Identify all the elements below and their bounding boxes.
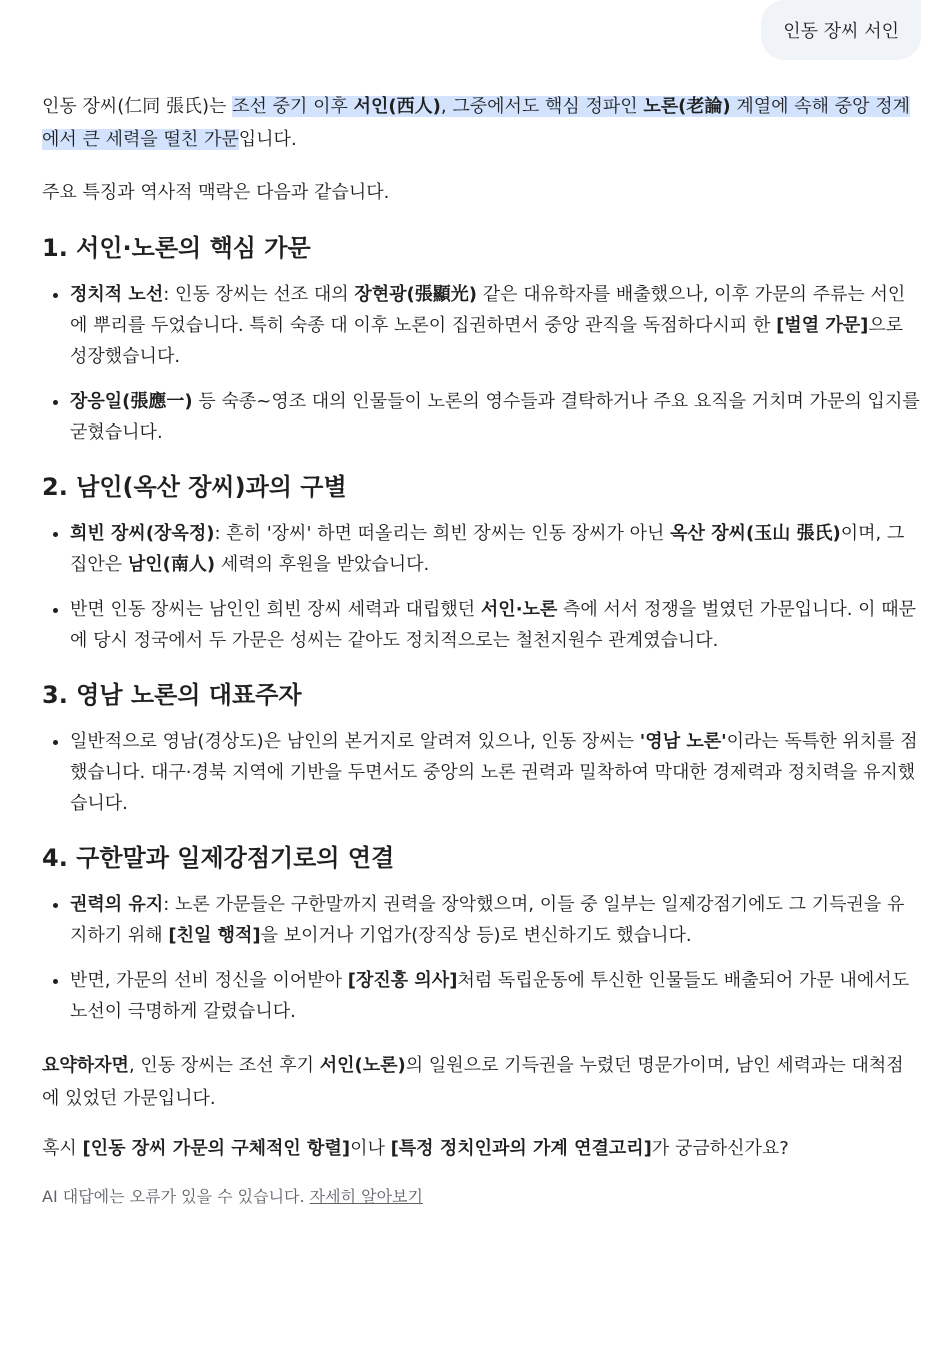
list-item: • 권력의 유지: 노론 가문들은 구한말까지 권력을 장악했으며, 이들 중 일부는 일제강점기에도 그 기득권을 유지하기 위해 [친일 행적]을 보이거나 기업가(장직상 등)로 변신하기도 했습니다. [70, 889, 920, 951]
user-query-bubble [761, 0, 921, 60]
section-heading-1: 1. 서인·노론의 핵심 가문 [42, 234, 311, 262]
ai-answer [42, 90, 920, 1209]
ai-disclaimer: AI 대답에는 오류가 있을 수 있습니다. 자세히 알아보기 [42, 1187, 423, 1206]
highlighted-claim: 조선 중기 이후 서인(西人), 그중에서도 핵심 정파인 노론(老論) 계열에 속해 중앙 정계에서 큰 세력을 떨친 가문 [42, 96, 911, 150]
follow-up-question: 혹시 [인동 장씨 가문의 구체적인 항렬]이나 [특정 정치인과의 가계 연결고리]가 궁금하신가요? [42, 1138, 789, 1159]
section-heading-2: 2. 남인(옥산 장씨)과의 구별 [42, 473, 347, 501]
list-item: • 정치적 노선: 인동 장씨는 선조 대의 장현광(張顯光) 같은 대유학자를 배출했으나, 이후 가문의 주류는 서인에 뿌리를 두었습니다. 특히 숙종 대 이후 노론이 집권하면서 중앙 관직을 독점하다시피 한 [벌열 가문]으로 성장했습니다. [70, 279, 920, 372]
learn-more-link[interactable]: 자세히 알아보기 [309, 1187, 423, 1206]
list-item: • 일반적으로 영남(경상도)은 남인의 본거지로 알려져 있으나, 인동 장씨는 '영남 노론'이라는 독특한 위치를 점했습니다. 대구·경북 지역에 기반을 두면서도 중앙의 노론 권력과 밀착하여 막대한 경제력과 정치력을 유지했습니다. [70, 726, 920, 819]
list-item: • 반면, 가문의 선비 정신을 이어받아 [장진홍 의사]처럼 독립운동에 투신한 인물들도 배출되어 가문 내에서도 노선이 극명하게 갈렸습니다. [70, 965, 920, 1027]
intro-paragraph: 인동 장씨(仁同 張氏)는 조선 중기 이후 서인(西人), 그중에서도 핵심 정파인 노론(老論) 계열에 속해 중앙 정계에서 큰 세력을 떨친 가문입니다. [42, 96, 911, 150]
lead-paragraph: 주요 특징과 역사적 맥락은 다음과 같습니다. [42, 182, 390, 203]
user-query-text: 인동 장씨 서인 [783, 21, 899, 42]
section-list-1 [42, 279, 920, 448]
list-item: • 반면 인동 장씨는 남인인 희빈 장씨 세력과 대립했던 서인·노론 측에 서서 정쟁을 벌였던 가문입니다. 이 때문에 당시 정국에서 두 가문은 성씨는 같아도 정치적으로는 철천지원수 관계였습니다. [70, 594, 920, 656]
section-list-2 [42, 518, 920, 656]
summary-paragraph: 요약하자면, 인동 장씨는 조선 후기 서인(노론)의 일원으로 기득권을 누렸던 명문가이며, 남인 세력과는 대척점에 있었던 가문입니다. [42, 1055, 904, 1109]
section-heading-3: 3. 영남 노론의 대표주자 [42, 681, 302, 709]
section-heading-4: 4. 구한말과 일제강점기로의 연결 [42, 844, 395, 872]
section-list-3 [42, 726, 920, 819]
intro-text: 인동 장씨(仁同 張氏)는 [42, 96, 233, 117]
section-list-4 [42, 889, 920, 1027]
list-item: • 희빈 장씨(장옥정): 흔히 '장씨' 하면 떠올리는 희빈 장씨는 인동 장씨가 아닌 옥산 장씨(玉山 張氏)이며, 그 집안은 남인(南人) 세력의 후원을 받았습니다. [70, 518, 920, 580]
list-item: • 장응일(張應一) 등 숙종~영조 대의 인물들이 노론의 영수들과 결탁하거나 주요 요직을 거치며 가문의 입지를 굳혔습니다. [70, 386, 920, 448]
